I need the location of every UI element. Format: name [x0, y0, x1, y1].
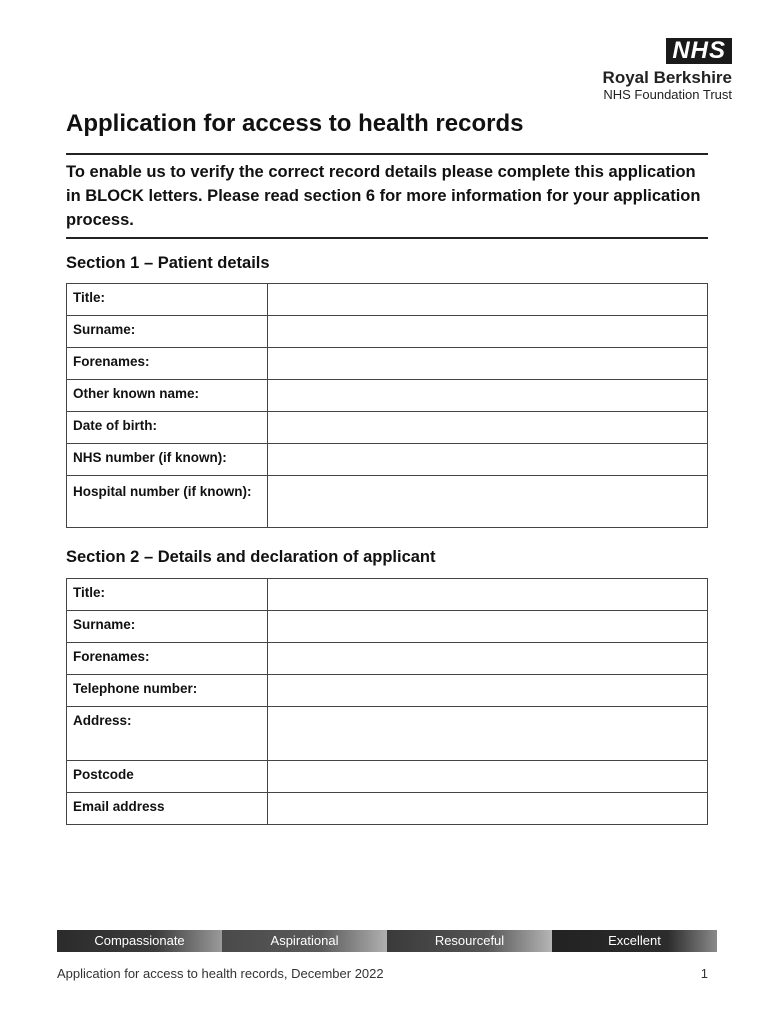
field-label: Surname:: [67, 316, 268, 348]
value-aspirational: Aspirational: [222, 930, 387, 952]
applicant-address-input[interactable]: [267, 707, 707, 761]
value-resourceful: Resourceful: [387, 930, 552, 952]
intro-divider: [66, 237, 708, 239]
table-row: [67, 412, 708, 444]
trust-values-bar: [57, 930, 717, 952]
applicant-email-input[interactable]: [267, 793, 707, 825]
applicant-telephone-input[interactable]: [267, 675, 707, 707]
section-2-heading: Section 2 – Details and declaration of applicant: [66, 548, 436, 566]
title-divider: [66, 153, 708, 155]
table-row: [67, 284, 708, 316]
table-row: [67, 675, 708, 707]
applicant-surname-input[interactable]: [267, 611, 707, 643]
page-title: Application for access to health records: [66, 110, 524, 137]
value-compassionate: Compassionate: [57, 930, 222, 952]
patient-nhs-number-input[interactable]: [267, 444, 707, 476]
table-row: [67, 761, 708, 793]
field-label: Telephone number:: [67, 675, 268, 707]
field-label: NHS number (if known):: [67, 444, 268, 476]
table-row: [67, 380, 708, 412]
section-1-heading: Section 1 – Patient details: [66, 254, 270, 272]
table-row: [67, 348, 708, 380]
footer-text: Application for access to health records, December 2022: [57, 966, 384, 981]
field-label: Other known name:: [67, 380, 268, 412]
nhs-logo: NHS: [666, 38, 732, 64]
page-number: 1: [700, 966, 708, 981]
patient-forenames-input[interactable]: [267, 348, 707, 380]
applicant-postcode-input[interactable]: [267, 761, 707, 793]
field-label: Surname:: [67, 611, 268, 643]
field-label: Date of birth:: [67, 412, 268, 444]
table-row: [67, 793, 708, 825]
field-label: Postcode: [67, 761, 268, 793]
applicant-details-table: [66, 578, 708, 825]
patient-other-name-input[interactable]: [267, 380, 707, 412]
patient-title-input[interactable]: [267, 284, 707, 316]
value-excellent: Excellent: [552, 930, 717, 952]
field-label: Address:: [67, 707, 268, 761]
intro-text: To enable us to verify the correct record details please complete this application in BLOCK letters. Please read section 6 for more information for your application process.: [66, 163, 701, 229]
trust-name: Royal Berkshire: [602, 68, 732, 87]
table-row: [67, 707, 708, 761]
trust-logo: [603, 38, 732, 102]
patient-surname-input[interactable]: [267, 316, 707, 348]
field-label: Title:: [67, 579, 268, 611]
table-row: [67, 611, 708, 643]
field-label: Email address: [67, 793, 268, 825]
field-label: Forenames:: [67, 643, 268, 675]
applicant-title-input[interactable]: [267, 579, 707, 611]
applicant-forenames-input[interactable]: [267, 643, 707, 675]
patient-hospital-number-input[interactable]: [267, 476, 707, 528]
trust-subtitle: NHS Foundation Trust: [603, 87, 732, 102]
field-label: Forenames:: [67, 348, 268, 380]
table-row: [67, 316, 708, 348]
table-row: [67, 476, 708, 528]
patient-dob-input[interactable]: [267, 412, 707, 444]
field-label: Hospital number (if known):: [67, 476, 268, 528]
patient-details-table: [66, 283, 708, 528]
table-row: [67, 579, 708, 611]
table-row: [67, 643, 708, 675]
field-label: Title:: [67, 284, 268, 316]
table-row: [67, 444, 708, 476]
